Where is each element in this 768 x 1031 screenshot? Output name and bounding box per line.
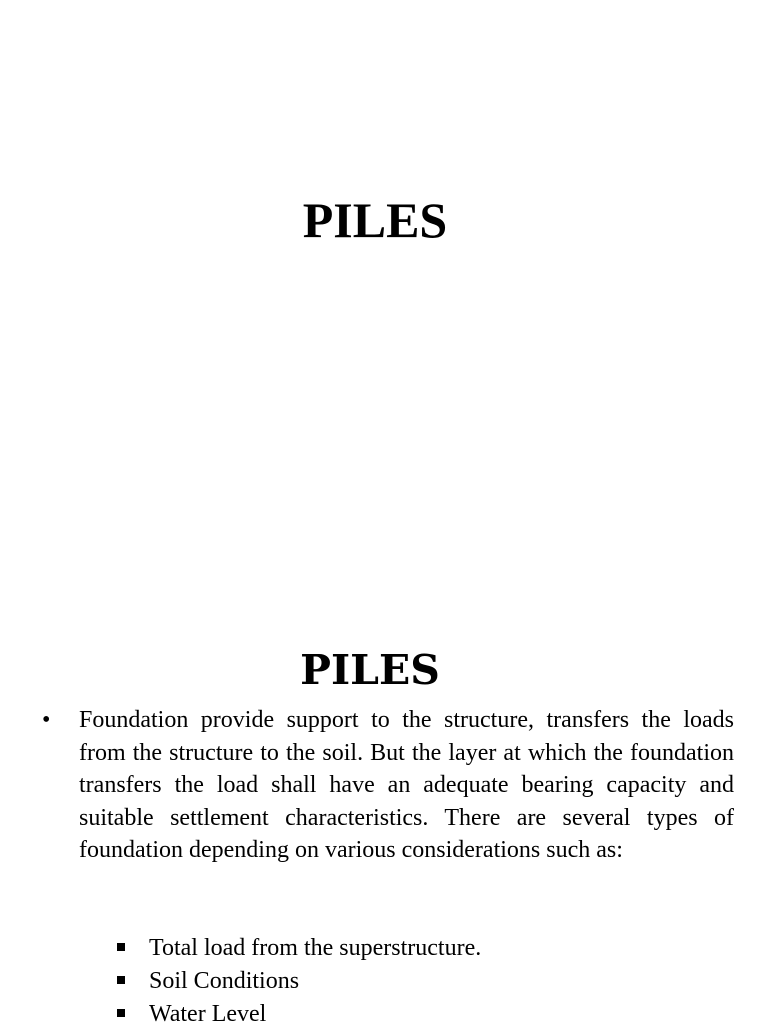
list-item-text: Soil Conditions	[149, 968, 300, 994]
square-bullet-icon	[117, 1009, 125, 1017]
bullet-list	[40, 704, 734, 867]
list-item-text: Total load from the superstructure.	[149, 935, 482, 961]
list-item	[115, 998, 481, 1031]
square-bullet-icon	[117, 943, 125, 951]
list-item	[115, 932, 481, 965]
content-slide	[0, 512, 768, 1027]
title-slide	[0, 0, 768, 512]
bullet-icon: •	[42, 707, 51, 733]
list-item	[115, 965, 481, 998]
considerations-list	[115, 932, 481, 1031]
body-paragraph: Foundation provide support to the structure, transfers the loads from the structure to the soil. But the layer at which the foundation transfers the load shall have an adequate bearing capacity and suitable settlement characteristics. There are several types of foundation depending on various considerations such as:	[79, 707, 734, 863]
list-item-text: Water Level	[149, 1001, 267, 1027]
bullet-item	[40, 704, 734, 867]
slide-heading: PILES	[300, 646, 440, 694]
slide-title: PILES	[302, 192, 448, 248]
square-bullet-icon	[117, 976, 125, 984]
